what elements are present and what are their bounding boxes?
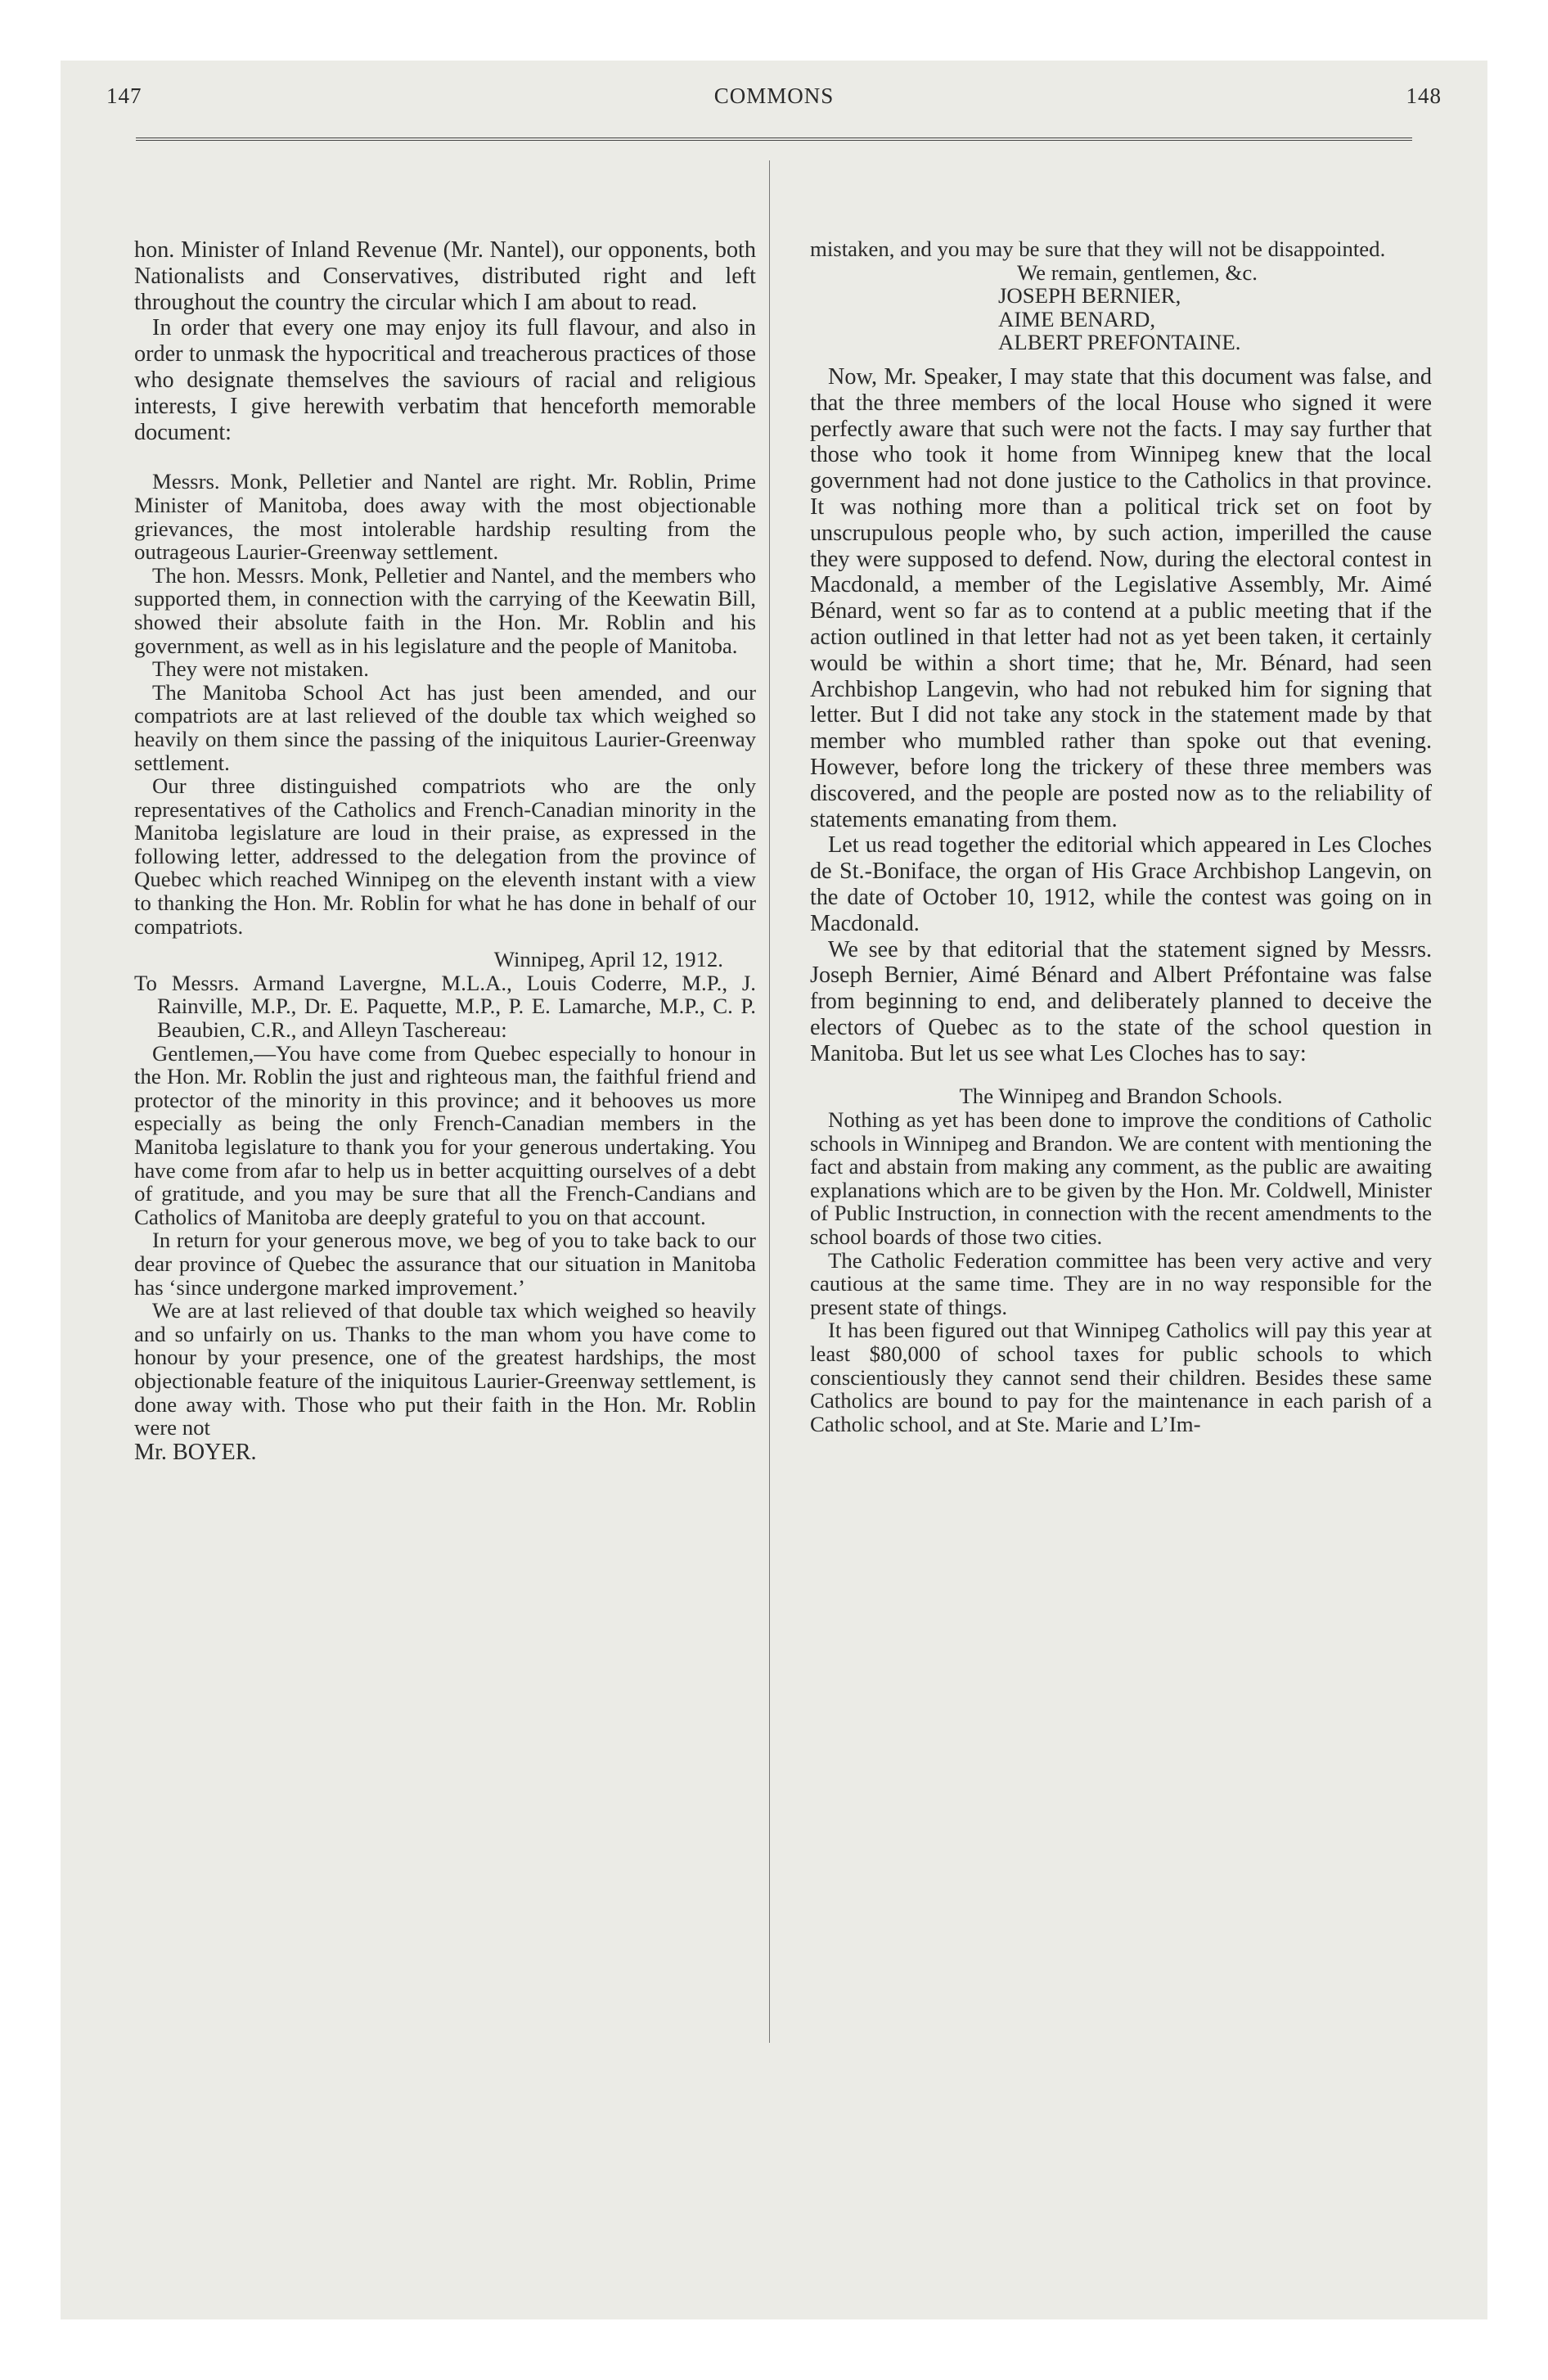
page-header (106, 75, 1442, 124)
right-column (810, 237, 1432, 1436)
letter-paragraph: Gentlemen,—You have come from Quebec especially to honour in the Hon. Mr. Roblin the just and righteous man, the faithful friend and protector of the minority in this province; and it behooves us more especially as being the only French-Canadian members in the Manitoba legislature to thank you for your generous undertaking. You have come from afar to help us in better acquitting ourselves of a debt of gratitude, and you may be sure that all the French-Candians and Catholics of Manitoba are deeply grateful to you on that account. (134, 1040, 756, 1229)
column-divider (769, 160, 770, 2043)
letter-dateline: Winnipeg, April 12, 1912. (493, 947, 723, 972)
circular-paragraph: Our three distinguished compatriots who are the only representatives of the Catholics and French-Canadian minority in the Manitoba legislature are loud in their praise, as expressed in the following letter, addressed to the delegation from the province of Quebec which reached Winnipeg on the eleventh instant with a view to thanking the Hon. Mr. Roblin for what he has done in behalf of our compatriots. (134, 773, 756, 939)
header-rule (136, 137, 1412, 141)
letter-addressee (134, 971, 756, 1042)
circular-paragraph: Messrs. Monk, Pelletier and Nantel are right. Mr. Roblin, Prime Minister of Manitoba, does away with the most objectionable grievances, the most intolerable hardship resulting from the outrageous Laurier-Greenway settlement. (134, 469, 756, 565)
speech-paragraph: Let us read together the editorial which appeared in Les Cloches de St.-Boniface, the organ of His Grace Archbishop Langevin, on the date of October 10, 1912, while the contest was going on in Macdonald. (810, 832, 1432, 936)
speech-paragraph: Now, Mr. Speaker, I may state that this document was false, and that the three members of the local House who signed it were perfectly aware that such were not the facts. I may say further that those who took it home from Winnipeg knew that the local government had not done justice to the Catholics in that province. It was nothing more than a political trick set on foot by unscrupulous people who, by such action, imperilled the cause they were supposed to defend. Now, during the electoral contest in Macdonald, a member of the Legislative Assembly, Mr. Aimé Bénard, went so far as to contend at a public meeting that if the action outlined in that letter had not as yet been taken, it certainly would be within a short time; that he, Mr. Bénard, had seen Archbishop Langevin, who had not rebuked him for signing that letter. But I did not take any stock in the statement made by that member who mumbled rather than spoke out that evening. However, before long the trickery of these three members was discovered, and the people are posted now as to the reliability of statements emanating from them. (810, 363, 1432, 832)
quoted-editorial (810, 1084, 1432, 1436)
addressee-text: To Messrs. Armand Lavergne, M.L.A., Louis Coderre, M.P., J. Rainville, M.P., Dr. E. Paquette, M.P., P. E. Lamarche, M.P., C. P. Beaubien, C.R., and Alleyn Taschereau: (134, 970, 756, 1043)
editorial-title: The Winnipeg and Brandon Schools. (959, 1084, 1283, 1109)
editorial-paragraph: The Catholic Federation committee has been very active and very cautious at the same time. They are in no way responsible for the present state of things. (810, 1247, 1432, 1319)
page-number-right: 148 (1406, 83, 1442, 108)
circular-paragraph: They were not mistaken. (152, 656, 369, 682)
letter-paragraph: mistaken, and you may be sure that they will not be disappointed. (810, 237, 1386, 261)
signatory: ALBERT PREFONTAINE. (998, 330, 1241, 355)
signatory: JOSEPH BERNIER, (998, 283, 1181, 309)
letter-paragraph: In return for your generous move, we beg of you to take back to our dear province of Quebec the assurance that our situation in Manitoba has ‘since undergone marked improvement.’ (134, 1228, 756, 1300)
running-title: COMMONS (713, 83, 835, 108)
speech-paragraph: We see by that editorial that the statement signed by Messrs. Joseph Bernier, Aimé Bénard and Albert Préfontaine was false from beginning to end, and deliberately planned to deceive the electors of Quebec as to the state of the school question in Manitoba. But let us see what Les Cloches has to say: (810, 936, 1432, 1066)
circular-paragraph: The hon. Messrs. Monk, Pelletier and Nantel, and the members who supported them, in connection with the carrying of the Keewatin Bill, showed their absolute faith in the Hon. Mr. Roblin and his government, as well as in his legislature and the people of Manitoba. (134, 562, 756, 658)
circular-paragraph: The Manitoba School Act has just been amended, and our compatriots are at last relieved of the double tax which weighed so heavily on them since the passing of the iniquitous Laurier-Greenway settlement. (134, 679, 756, 775)
editorial-paragraph: It has been figured out that Winnipeg Catholics will pay this year at least $80,000 of school taxes for public schools to which conscientiously they cannot send their children. Besides these same Catholics are bound to pay for the maintenance in each parish of a Catholic school, and at Ste. Marie and L’Im- (810, 1318, 1432, 1436)
letter-closing: We remain, gentlemen, &c. (1017, 259, 1258, 285)
left-column (134, 237, 756, 1466)
intro-paragraph: In order that every one may enjoy its full flavour, and also in order to unmask the hypocritical and treacherous practices of those who designate themselves the saviours of racial and religious interests, I give herewith verbatim that henceforth memorable document: (134, 315, 756, 445)
page-number-left: 147 (106, 83, 142, 108)
letter-continuation (810, 237, 1432, 354)
speaker-label: Mr. BOYER. (134, 1439, 257, 1465)
editorial-paragraph: Nothing as yet has been done to improve the conditions of Catholic schools in Winnipeg and Brandon. We are content with mentioning the fact and abstain from making any comment, as the public are awaiting explanations which are to be given by the Hon. Mr. Coldwell, Minister of Public Instruction, in connection with the recent amendments to the school boards of those two cities. (810, 1107, 1432, 1250)
signatory: AIME BENARD, (998, 306, 1156, 331)
letter-paragraph: We are at last relieved of that double tax which weighed so heavily and so unfairly on us. Thanks to the man whom you have come to honour by your presence, one of the greatest hardships, the most objectionable feature of the iniquitous Laurier-Greenway settlement, is done away with. Those who put their faith in the Hon. Mr. Roblin were not (134, 1298, 756, 1440)
intro-paragraph: hon. Minister of Inland Revenue (Mr. Nantel), our opponents, both Nationalists and Conservatives, distributed right and left throughout the country the circular which I am about to read. (134, 237, 756, 315)
quoted-circular (134, 470, 756, 1439)
